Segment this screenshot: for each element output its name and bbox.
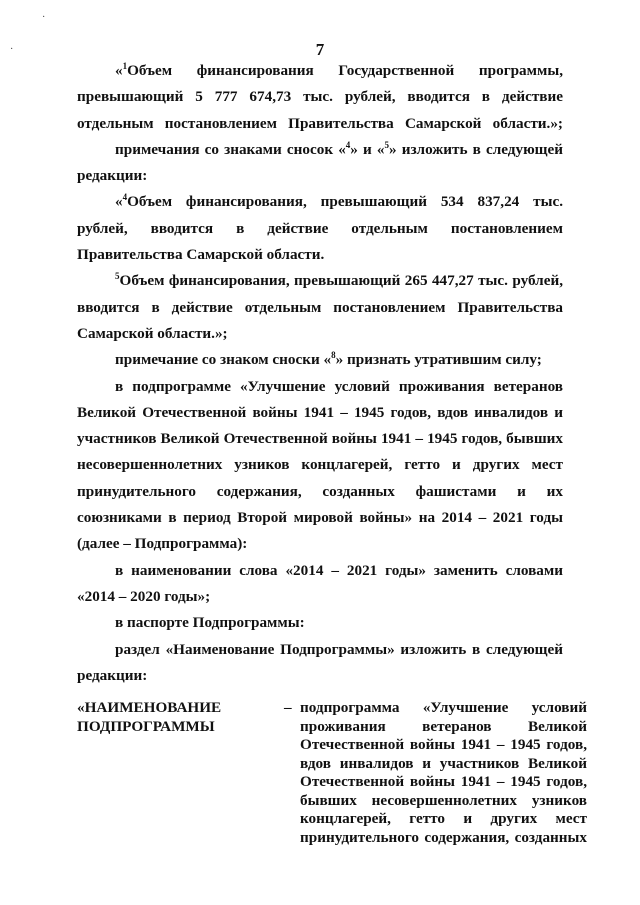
passport-value: подпрограмма «Улучшение условий проживания ветеранов Великой Отечественной войны 1941 – 1945 годов, вдов инвалидов и участников Великой Отечественной войны 1941 – 1945 годов, бывших несовершеннолетних узников концлагерей, гетто и других мест принудительного содержания, созданных — [300, 699, 587, 846]
paragraph-subprogram: в подпрограмме «Улучшение условий проживания ветеранов Великой Отечественной войны 1941 – 1945 годов, вдов инвалидов и участников Великой Отечественной войны 1941 – 1945 годов, бывших несовершеннолетних узников концлагерей, гетто и других мест принудительного содержания, созданных фашистами и их союзниками в период Второй мировой войны» на 2014 – 2021 годы (далее – Подпрограмма): — [77, 377, 563, 553]
paragraph-footnote-4: «$^4$Объем финансирования, превышающий 534 837,24 тыс. рублей, вводится в действие отдельным постановлением Правительства Самарской области. — [77, 192, 563, 264]
paragraph-section-name: раздел «Наименование Подпрограммы» изложить в следующей редакции: — [77, 640, 563, 684]
footnote-mark: 8 — [331, 350, 336, 361]
document-body — [77, 58, 563, 689]
footnote-mark: 4 — [345, 139, 351, 150]
footnote-mark: 4 — [122, 192, 128, 203]
passport-label — [77, 699, 267, 736]
paragraph-footnote-5: $^5$Объем финансирования, превышающий 265 447,27 тыс. рублей, вводится в действие отдельным постановлением Правительства Самарской области.»; — [77, 271, 563, 342]
scan-dot-mark: · — [10, 44, 14, 55]
footnote-mark: 5 — [115, 271, 120, 282]
passport-label-line: ПОДПРОГРАММЫ — [77, 717, 215, 735]
footnote-mark: 1 — [122, 61, 128, 71]
scan-dot-mark: · — [42, 12, 46, 23]
footnote-mark: 5 — [384, 139, 389, 150]
paragraph-passport: в паспорте Подпрограммы: — [115, 614, 305, 632]
paragraph-footnotes-4-5: примечания со знаками сносок «$^4$» и «$^5$» изложить в следующей редакции: — [77, 139, 563, 185]
passport-dash: – — [284, 699, 292, 716]
passport-label-line: «НАИМЕНОВАНИЕ — [77, 699, 222, 716]
paragraph-name-change: в наименовании слова «2014 – 2021 годы» заменить словами «2014 – 2020 годы»; — [77, 561, 563, 605]
paragraph-footnote-8: примечание со знаком сноски «$^8$» признать утратившим силу; — [115, 350, 542, 369]
paragraph-program-funding: «$^1$Объем финансирования Государственной программы, превышающий 5 777 674,73 тыс. рублей, вводится в действие отдельным постановлением Правительства Самарской области.»; — [77, 61, 563, 132]
page-number: 7 — [315, 40, 325, 59]
